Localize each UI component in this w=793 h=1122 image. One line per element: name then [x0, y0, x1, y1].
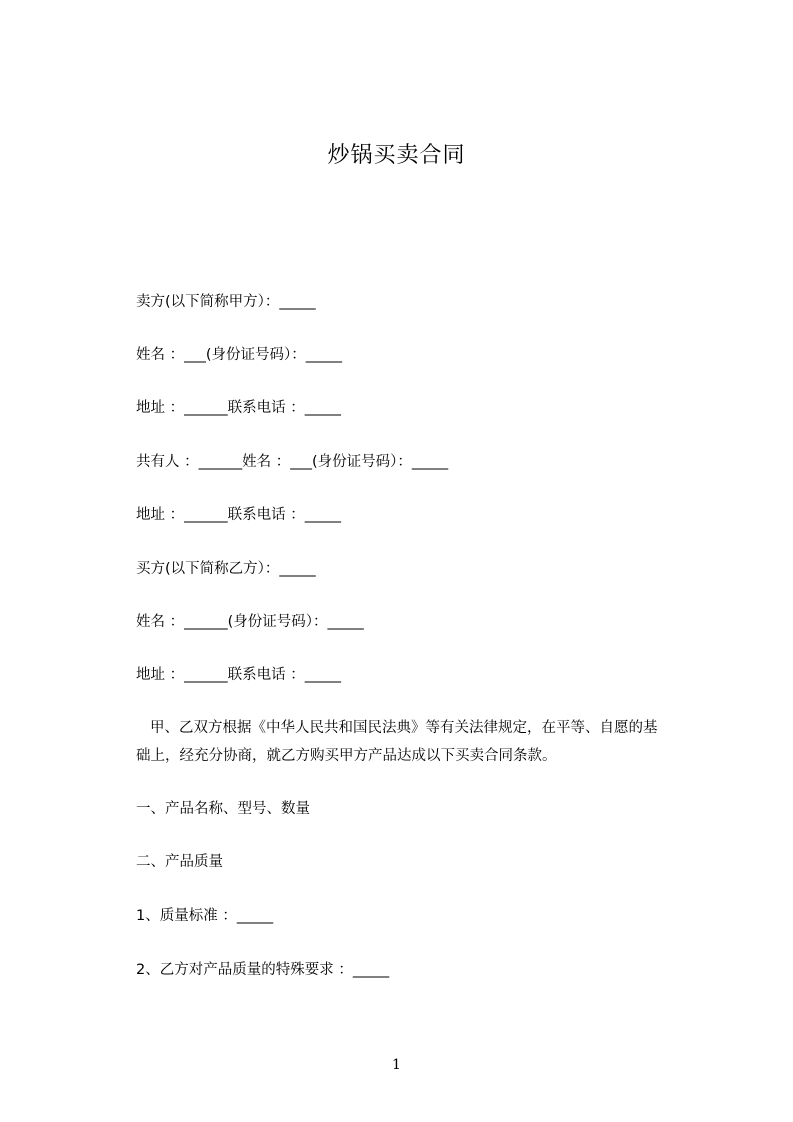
buyer-address-line: 地址 ：______联系电话 ：_____ [136, 667, 341, 683]
seller-line: 卖方(以下简称甲方）：_____ [136, 294, 316, 310]
section-heading-product: 一、产品名称、型号、数量 [136, 801, 310, 817]
intro-paragraph-line-1: 甲、乙双方根据《中华人民共和国民法典》等有关法律规定，在平等、自愿的基 [150, 720, 658, 736]
intro-paragraph [136, 714, 721, 770]
page-number: 1 [392, 1057, 401, 1073]
quality-standard-line: 1、质量标准 ：_____ [136, 908, 274, 924]
section-heading-quality: 二、产品质量 [136, 854, 223, 870]
seller-address-line: 地址 ：______联系电话 ：_____ [136, 400, 341, 416]
quality-special-requirement-line: 2、乙方对产品质量的特殊要求 ：_____ [136, 962, 390, 978]
buyer-line: 买方(以下简称乙方）：_____ [136, 561, 316, 577]
co-owner-address-line: 地址 ：______联系电话 ：_____ [136, 507, 341, 523]
intro-paragraph-line-2: 础上，经充分协商，就乙方购买甲方产品达成以下买卖合同条款。 [136, 748, 557, 764]
buyer-name-line: 姓名 ：______(身份证号码）：_____ [136, 614, 364, 630]
co-owner-line: 共有人 ：______姓名 ：___(身份证号码）：_____ [136, 454, 449, 470]
document-title: 炒锅买卖合同 [327, 143, 466, 168]
seller-name-line: 姓名 ：___(身份证号码）：_____ [136, 347, 343, 363]
